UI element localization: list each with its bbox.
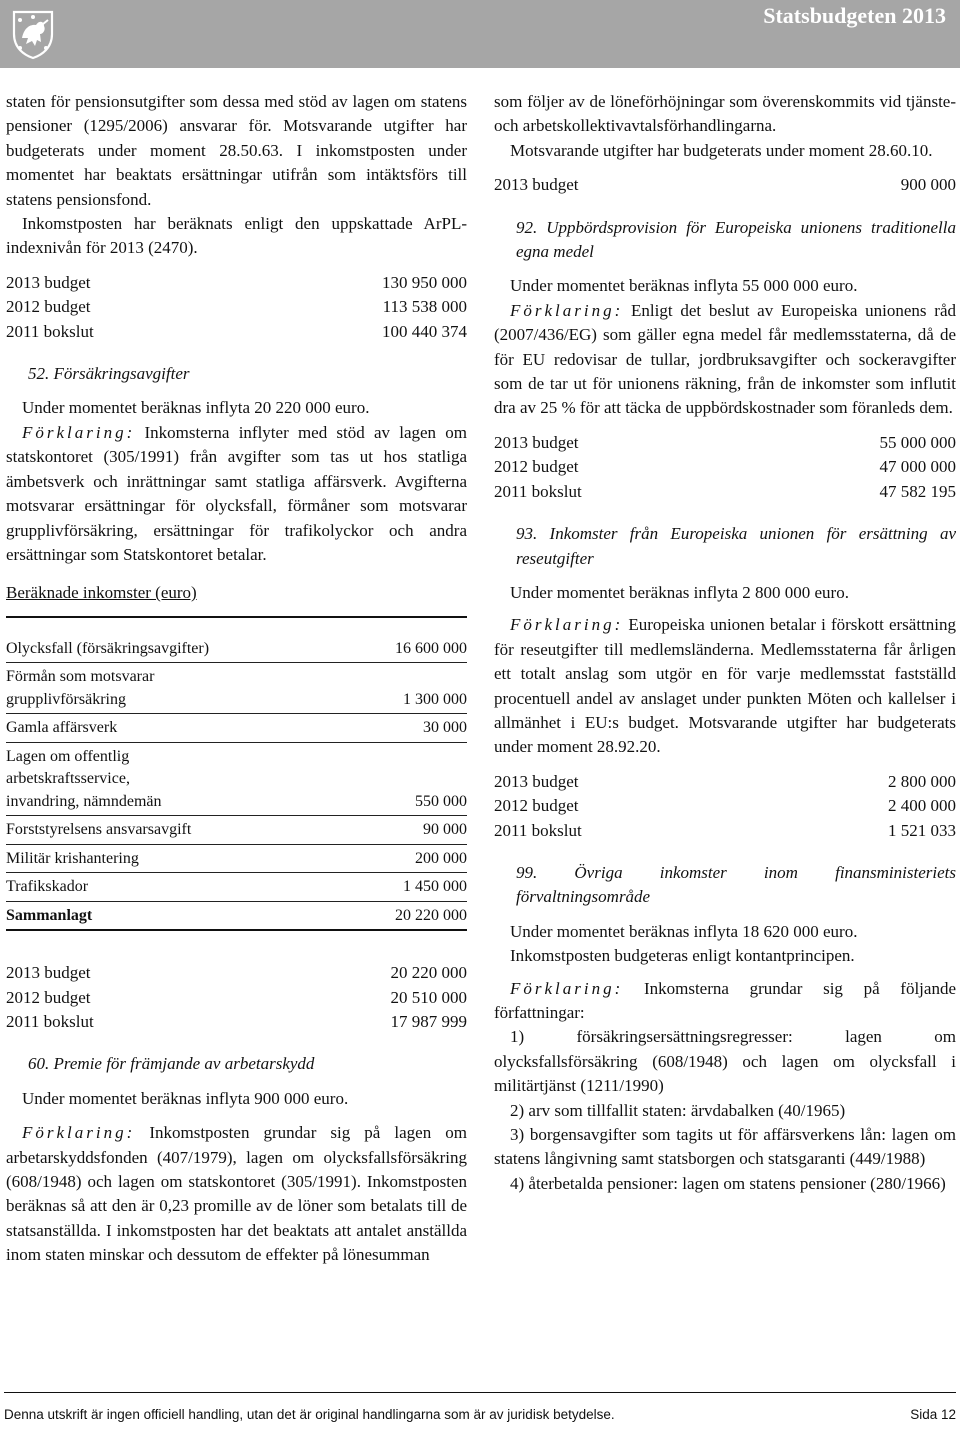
table-row: Lagen om offentlig arbetskraftsservice, invandring, nämndemän 550 000	[6, 746, 467, 817]
footer-notice: Denna utskrift är ingen officiell handling, utan det är original handlingarna som är av juridisk betydelse.	[4, 1407, 615, 1422]
list-item: 3) borgensavgifter som tagits ut för affärsverkens lån: lagen om statens långivning samt statsborgen och statsgaranti (449/1988)	[494, 1125, 956, 1169]
explanation-label: Förklaring:	[22, 1123, 136, 1143]
explanation-label: Förklaring:	[510, 615, 624, 635]
budget-lines	[6, 961, 467, 1034]
budget-row: 2013 budget 130 950 000	[6, 272, 467, 292]
table-sum-row: Sammanlagt 20 220 000	[6, 905, 467, 932]
paragraph: Under momentet beräknas inflyta 20 220 000 euro.	[22, 398, 370, 418]
budget-lines	[494, 431, 956, 504]
paragraph: Motsvarande utgifter har budgeterats under moment 28.60.10.	[510, 140, 933, 160]
explanation-label: Förklaring:	[510, 978, 624, 998]
income-table	[6, 638, 467, 932]
explanation-label: Förklaring:	[510, 300, 624, 320]
paragraph: Under momentet beräknas inflyta 18 620 000 euro.	[510, 921, 858, 941]
page-header	[0, 0, 960, 68]
divider	[6, 616, 467, 618]
table-row: Förmån som motsvarar grupplivförsäkring 1 300 000	[6, 666, 467, 714]
budget-lines	[494, 770, 956, 843]
list-item: 2) arv som tillfallit staten: ärvdabalken (40/1965)	[510, 1100, 846, 1120]
budget-row: 2011 bokslut 1 521 033	[494, 820, 956, 840]
section-heading: 93. Inkomster från Europeiska unionen för ersättning av reseutgifter	[516, 524, 956, 568]
table-row: Gamla affärsverk 30 000	[6, 717, 467, 743]
paragraph: Under momentet beräknas inflyta 2 800 000 euro.	[510, 582, 849, 602]
section-heading: 52. Försäkringsavgifter	[28, 364, 190, 384]
page-footer	[4, 1406, 956, 1424]
budget-row: 2013 budget 2 800 000	[494, 771, 956, 791]
paragraph: Inkomstposten har beräknats enligt den uppskattade ArPL-indexnivån för 2013 (2470).	[6, 214, 467, 258]
table-row: Forststyrelsens ansvarsavgift 90 000	[6, 819, 467, 845]
section-heading: 99. Övriga inkomster inom finansministeriets förvaltningsområde	[516, 862, 956, 907]
document-title: Statsbudgeten 2013	[763, 3, 946, 28]
coat-of-arms-icon	[8, 8, 58, 60]
budget-row: 2011 bokslut 17 987 999	[6, 1012, 467, 1032]
table-row: Olycksfall (försäkringsavgifter) 16 600 000	[6, 638, 467, 664]
paragraph: som följer av de löneförhöjningar som överenskommits vid tjänste- och arbetskollektivavtalsförhandlingarna.	[494, 92, 956, 136]
table-row: Militär krishantering 200 000	[6, 848, 467, 874]
table-row: Trafikskador 1 450 000	[6, 876, 467, 902]
paragraph: Under momentet beräknas inflyta 900 000 euro.	[22, 1088, 349, 1108]
budget-row: 2012 budget 20 510 000	[6, 987, 467, 1007]
budget-row: 2011 bokslut 47 582 195	[494, 481, 956, 501]
budget-row: 2012 budget 47 000 000	[494, 457, 956, 477]
budget-row: 2013 budget 55 000 000	[494, 432, 956, 452]
right-column	[494, 90, 956, 1196]
list-item: 1) försäkringsersättningsregresser: lagen om olycksfallsförsäkring (608/1948) och lagen om olycksfall i militärtjänst (1211/1990)	[494, 1027, 956, 1096]
explanation-paragraph: Förklaring: Inkomsterna grundar sig på följande författningar:	[494, 978, 956, 1022]
explanation-paragraph: Förklaring: Inkomstposten grundar sig på lagen om arbetarskyddsfonden (407/1979), lagen om olycksfallsförsäkring (608/1948) och lagen om statskontoret (305/1991). Inkomstposten beräknas så att den är 0,23 promille av de löner som betalats till de statsanställda. I inkomstposten har det beaktats att antalet anställda inom staten minskar och dessutom de effekter på lönesumman	[6, 1123, 467, 1265]
explanation-paragraph: Förklaring: Enligt det beslut av Europeiska unionens råd (2007/436/EG) som gäller egna medel får medlemsstaterna, då de för EU redovisar de tullar, jordbruksavgifter och sockeravgifter som de tar ut för unionens räkning, från de inkomster som influtit dra av 25 % för att täcka de uppbördskostnader som föranleds dem.	[494, 300, 956, 418]
explanation-paragraph: Förklaring: Inkomsterna inflyter med stöd av lagen om statskontoret (305/1991) från avgifter som tas ut hos statliga ämbetsverk och inrättningar samt statliga affärsverk. Avgifterna motsvarar ersättningar för olycksfall, förmåner som motsvarar grupplivförsäkring, ersättningar för trafikolyckor och andra ersättningar som Statskontoret betalar.	[6, 422, 467, 564]
paragraph: Under momentet beräknas inflyta 55 000 000 euro.	[510, 276, 858, 296]
explanation-label: Förklaring:	[22, 422, 136, 442]
table-title: Beräknade inkomster (euro)	[6, 583, 197, 603]
budget-row: 2013 budget 20 220 000	[6, 963, 467, 983]
paragraph: staten för pensionsutgifter som dessa med stöd av lagen om statens pensioner (1295/2006) ansvarar för. Motsvarande utgifter har budgeterats under moment 28.50.63. I inkomstposten under momentet har beaktats ersättningar utifrån som intäktsförs till statens pensionsfond.	[6, 92, 467, 209]
budget-lines	[6, 271, 467, 344]
page-number: Sida 12	[910, 1407, 956, 1422]
explanation-paragraph: Förklaring: Europeiska unionen betalar i förskott ersättning för reseutgifter till medlemsländerna. Medlemsstaterna får årligen ett totalt anslag som utgör en för varje medlemsstat fastställd procentuell andel av anslaget under punkten Möten och kallelser i allmänhet i EU:s budget. Motsvarande utgifter har budgeterats under moment 28.92.20.	[494, 615, 956, 757]
left-column	[6, 90, 467, 1268]
section-heading: 92. Uppbördsprovision för Europeiska unionens traditionella egna medel	[516, 217, 956, 262]
section-heading: 60. Premie för främjande av arbetarskydd	[28, 1054, 315, 1074]
list-item: 4) återbetalda pensioner: lagen om statens pensioner (280/1966)	[510, 1173, 946, 1193]
paragraph: Inkomstposten budgeteras enligt kontantprincipen.	[510, 946, 855, 966]
budget-row: 2013 budget 900 000	[494, 175, 956, 195]
budget-row: 2012 budget 2 400 000	[494, 796, 956, 816]
budget-row: 2012 budget 113 538 000	[6, 297, 467, 317]
footer-divider	[4, 1392, 956, 1393]
budget-row: 2011 bokslut 100 440 374	[6, 321, 467, 341]
budget-lines	[494, 173, 956, 197]
